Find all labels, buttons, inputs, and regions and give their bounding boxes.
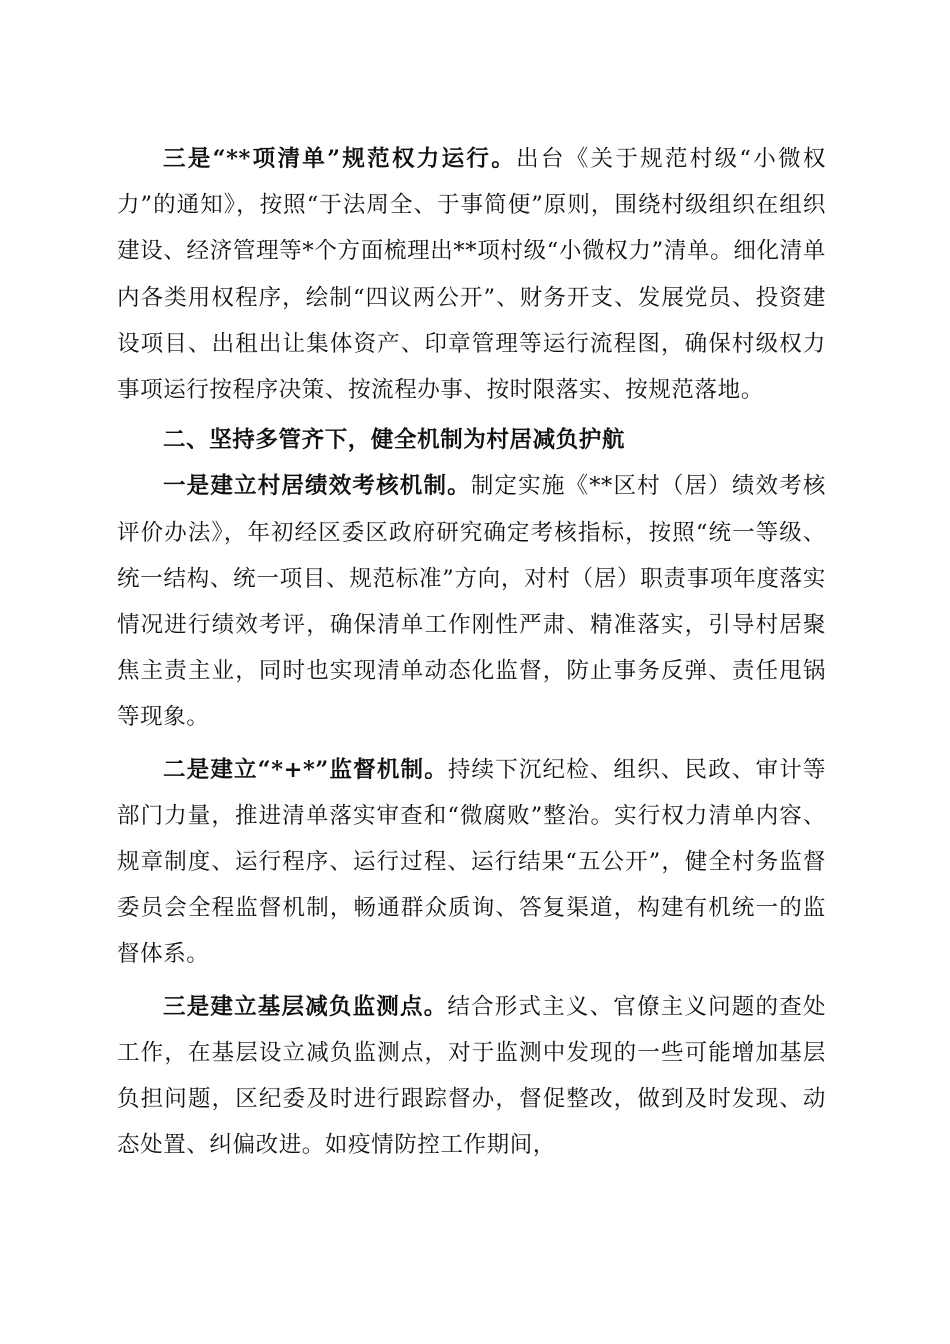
paragraph-lead: 一是建立村居绩效考核机制。: [163, 473, 471, 500]
paragraph-burden-monitoring: [117, 984, 826, 1169]
document-body: [117, 136, 826, 1168]
paragraph-power-list: [117, 136, 826, 413]
paragraph-lead: 三是建立基层减负监测点。: [163, 993, 448, 1020]
paragraph-lead: 三是“**项清单”规范权力运行。: [163, 146, 517, 172]
paragraph-text: 出台《关于规范村级“小微权力”的通知》，按照“于法周全、于事简便”原则，围绕村级组织在组织建设、经济管理等*个方面梳理出**项村级“小微权力”清单。细化清单内各类用权程序，绘制“四议两公开”、财务开支、发展党员、投资建设项目、出租出让集体资产、印章管理等运行流程图，确保村级权力事项运行按程序决策、按流程办事、按时限落实、按规范落地。: [117, 146, 826, 404]
paragraph-text: 结合形式主义、官僚主义问题的查处工作，在基层设立减负监测点，对于监测中发现的一些可能增加基层负担问题，区纪委及时进行跟踪督办，督促整改，做到及时发现、动态处置、纠偏改进。如疫情防控工作期间，: [117, 993, 826, 1159]
paragraph-lead: 二是建立“*+*”监督机制。: [163, 756, 448, 783]
paragraph-text: 制定实施《**区村（居）绩效考核评价办法》，年初经区委区政府研究确定考核指标，按照“统一等级、统一结构、统一项目、规范标准”方向，对村（居）职责事项年度落实情况进行绩效考评，确保清单工作刚性严肃、精准落实，引导村居聚焦主责主业，同时也实现清单动态化监督，防止事务反弹、责任甩锅等现象。: [117, 473, 826, 731]
paragraph-text: 持续下沉纪检、组织、民政、审计等部门力量，推进清单落实审查和“微腐败”整治。实行权力清单内容、规章制度、运行程序、运行过程、运行结果“五公开”，健全村务监督委员会全程监督机制，畅通群众质询、答复渠道，构建有机统一的监督体系。: [117, 756, 826, 968]
paragraph-supervision-mechanism: [117, 747, 826, 978]
section-heading: 二、坚持多管齐下，健全机制为村居减负护航: [163, 427, 626, 454]
paragraph-performance-assessment: [117, 463, 826, 740]
